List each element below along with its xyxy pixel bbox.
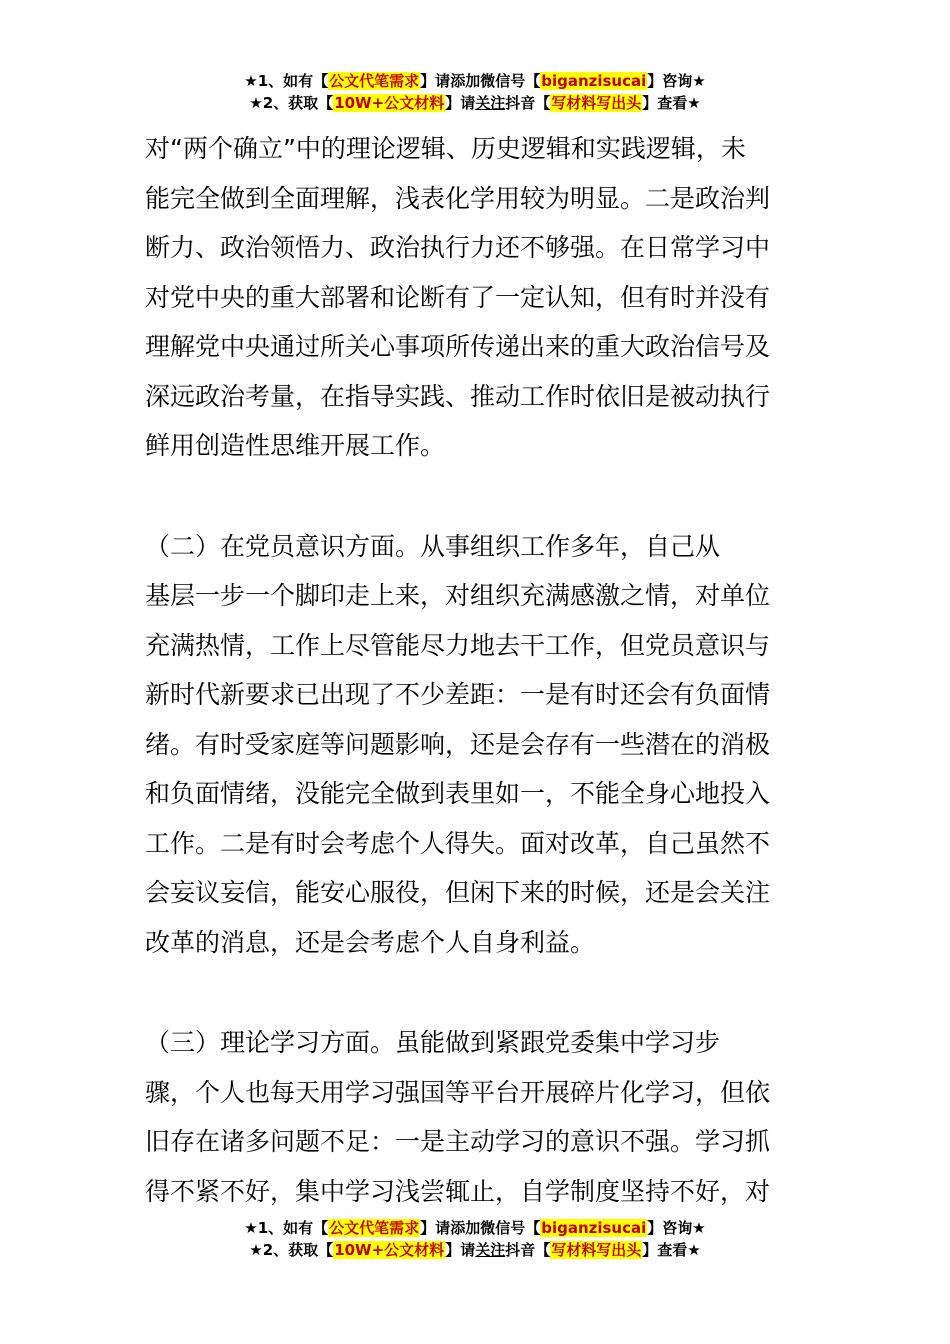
- banner-text-underlined: 关注: [475, 94, 506, 112]
- highlight-douyin-id: 写材料写出头: [551, 94, 642, 112]
- banner-text: 抖音【: [505, 1241, 551, 1259]
- paragraph-gap: [145, 967, 815, 1018]
- document-body: [145, 124, 815, 1216]
- highlight-materials: 10W+公文材料: [334, 1241, 445, 1259]
- text-line: 充满热情，工作上尽管能尽力地去干工作，但党员意识与: [145, 630, 771, 660]
- banner-text: 】请: [420, 72, 451, 90]
- banner-text: ★2、获取【: [249, 94, 334, 112]
- highlight-materials: 10W+公文材料: [334, 94, 445, 112]
- banner-line-2: [0, 92, 950, 114]
- banner-text-underlined: 关注: [475, 1241, 506, 1259]
- highlight-wechat-id: biganzisucai: [541, 1219, 647, 1237]
- paragraph-3: [145, 1018, 815, 1216]
- banner-text: 微信号【: [480, 72, 541, 90]
- banner-text: ★1、如有【: [244, 1219, 329, 1237]
- banner-text: 】查看★: [642, 94, 701, 112]
- text-line: （三）理论学习方面。虽能做到紧跟党委集中学习步: [145, 1028, 721, 1057]
- text-line: 对“两个确立”中的理论逻辑、历史逻辑和实践逻辑，未: [145, 134, 746, 163]
- banner-text: 】请: [445, 1241, 476, 1259]
- text-line: 对党中央的重大部署和论断有了一定认知，但有时并没有: [145, 282, 771, 312]
- text-line: （二）在党员意识方面。从事组织工作多年，自己从: [145, 531, 721, 561]
- banner-text: 抖音【: [505, 94, 551, 112]
- banner-text: 】咨询★: [647, 72, 706, 90]
- highlight-service: 公文代笔需求: [329, 72, 420, 90]
- paragraph-2: [145, 522, 815, 968]
- banner-text: ★2、获取【: [249, 1241, 334, 1259]
- text-line: 鲜用创造性思维开展工作。: [145, 431, 446, 460]
- text-line: 绪。有时受家庭等问题影响，还是会存有一些潜在的消极: [145, 729, 771, 759]
- banner-text: 】查看★: [642, 1241, 701, 1259]
- banner-text: 微信号【: [480, 1219, 541, 1237]
- highlight-douyin-id: 写材料写出头: [551, 1241, 642, 1259]
- text-line: 能完全做到全面理解，浅表化学用较为明显。二是政治判: [145, 183, 771, 213]
- text-line: 骤，个人也每天用学习强国等平台开展碎片化学习，但依: [145, 1077, 771, 1107]
- highlight-service: 公文代笔需求: [329, 1219, 420, 1237]
- banner-text: 】咨询★: [647, 1219, 706, 1237]
- text-line: 得不紧不好，集中学习浅尝辄止，自学制度坚持不好，对: [145, 1176, 771, 1206]
- text-line: 改革的消息，还是会考虑个人自身利益。: [145, 927, 596, 957]
- footer-banner: [0, 1217, 950, 1261]
- text-line: 理解党中央通过所关心事项所传递出来的重大政治信号及: [145, 332, 771, 361]
- text-line: 会妄议妄信，能安心服役，但闲下来的时候，还是会关注: [145, 878, 771, 907]
- highlight-wechat-id: biganzisucai: [541, 72, 647, 90]
- banner-text: 】请: [420, 1219, 451, 1237]
- banner-text-strong: 添加: [450, 72, 481, 90]
- text-line: 工作。二是有时会考虑个人得失。面对改革，自己虽然不: [145, 828, 771, 858]
- text-line: 和负面情绪，没能完全做到表里如一，不能全身心地投入: [145, 779, 771, 808]
- text-line: 旧存在诸多问题不足：一是主动学习的意识不强。学习抓: [145, 1127, 771, 1156]
- banner-line-1: [0, 70, 950, 92]
- text-line: 深远政治考量，在指导实践、推动工作时依旧是被动执行: [145, 381, 771, 411]
- banner-text: ★1、如有【: [244, 72, 329, 90]
- paragraph-gap: [145, 471, 815, 522]
- text-line: 基层一步一个脚印走上来，对组织充满感激之情，对单位: [145, 581, 771, 610]
- text-line: 新时代新要求已出现了不少差距：一是有时还会有负面情: [145, 680, 771, 709]
- banner-text: 】请: [445, 94, 476, 112]
- paragraph-1: [145, 124, 815, 471]
- banner-line-1: [0, 1217, 950, 1239]
- banner-line-2: [0, 1239, 950, 1261]
- banner-text-strong: 添加: [450, 1219, 481, 1237]
- text-line: 断力、政治领悟力、政治执行力还不够强。在日常学习中: [145, 233, 771, 262]
- header-banner: [0, 70, 950, 114]
